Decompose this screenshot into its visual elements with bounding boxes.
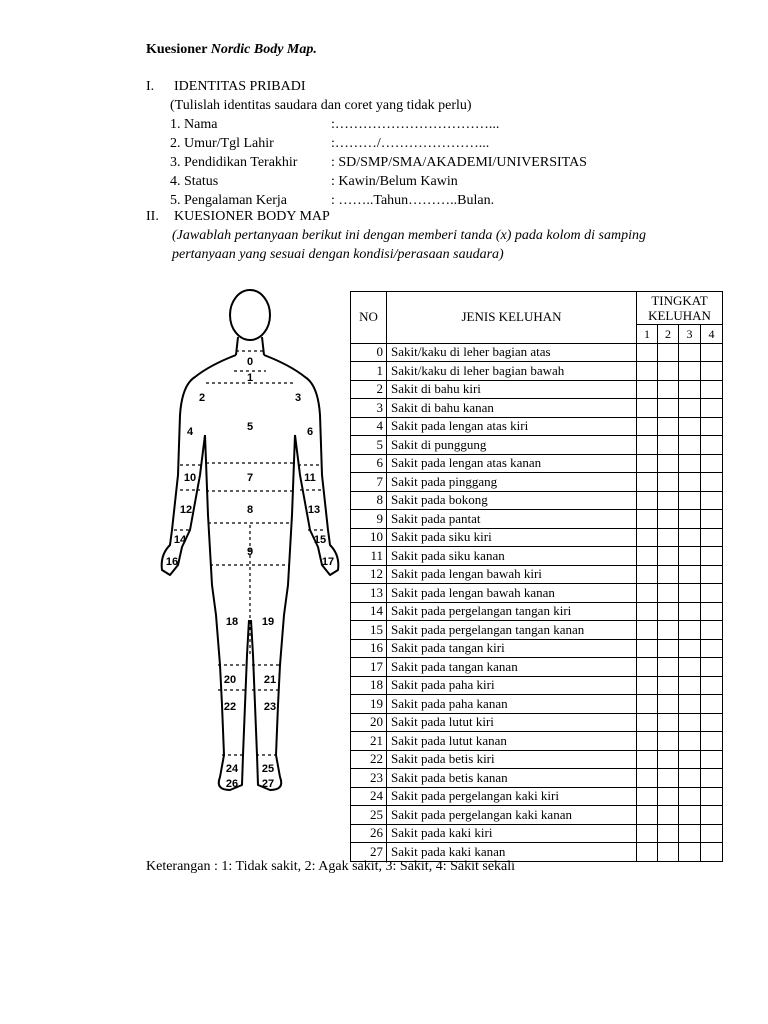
row-number: 8	[351, 491, 387, 510]
region-label-7: 7	[246, 472, 254, 484]
region-label-6: 6	[306, 426, 314, 438]
table-row	[351, 787, 723, 806]
row-keluhan: Sakit pada lengan bawah kiri	[387, 565, 637, 584]
row-keluhan: Sakit/kaku di leher bagian bawah	[387, 362, 637, 381]
level-1-checkbox[interactable]	[637, 713, 658, 732]
level-4-checkbox[interactable]	[701, 547, 723, 566]
level-3-checkbox[interactable]	[679, 602, 701, 621]
row-number: 27	[351, 843, 387, 862]
body-map-figure	[150, 285, 350, 805]
level-4-checkbox[interactable]	[701, 510, 723, 529]
level-1-checkbox[interactable]	[637, 843, 658, 862]
level-4-checkbox[interactable]	[701, 769, 723, 788]
level-1-checkbox[interactable]	[637, 380, 658, 399]
section-1-number: I.	[146, 79, 155, 94]
level-1-checkbox[interactable]	[637, 750, 658, 769]
table-row	[351, 473, 723, 492]
table-body	[351, 343, 723, 861]
row-number: 5	[351, 436, 387, 455]
region-label-22: 22	[223, 701, 237, 713]
level-2-checkbox[interactable]	[658, 528, 679, 547]
level-1-checkbox[interactable]	[637, 621, 658, 640]
level-4-checkbox[interactable]	[701, 436, 723, 455]
region-label-27: 27	[261, 778, 275, 790]
row-keluhan: Sakit pada siku kanan	[387, 547, 637, 566]
row-number: 19	[351, 695, 387, 714]
title-bold: Kuesioner	[146, 42, 208, 57]
level-2-checkbox[interactable]	[658, 417, 679, 436]
row-number: 16	[351, 639, 387, 658]
head-outline	[230, 290, 270, 340]
row-number: 11	[351, 547, 387, 566]
table-row	[351, 806, 723, 825]
level-2-checkbox[interactable]	[658, 769, 679, 788]
level-3-checkbox[interactable]	[679, 454, 701, 473]
field-value-pengalaman[interactable]: : ……..Tahun………..Bulan.	[331, 193, 495, 208]
field-value-status[interactable]: : Kawin/Belum Kawin	[331, 174, 458, 189]
level-1-checkbox[interactable]	[637, 658, 658, 677]
level-1-checkbox[interactable]	[637, 806, 658, 825]
row-keluhan: Sakit pada bokong	[387, 491, 637, 510]
row-keluhan: Sakit pada betis kiri	[387, 750, 637, 769]
level-3-checkbox[interactable]	[679, 528, 701, 547]
level-4-checkbox[interactable]	[701, 787, 723, 806]
level-2-checkbox[interactable]	[658, 695, 679, 714]
level-1-checkbox[interactable]	[637, 565, 658, 584]
row-keluhan: Sakit pada kaki kanan	[387, 843, 637, 862]
level-2-checkbox[interactable]	[658, 510, 679, 529]
row-keluhan: Sakit pada paha kanan	[387, 695, 637, 714]
level-4-checkbox[interactable]	[701, 750, 723, 769]
row-number: 17	[351, 658, 387, 677]
region-label-4: 4	[186, 426, 194, 438]
level-3-checkbox[interactable]	[679, 343, 701, 362]
table-row	[351, 713, 723, 732]
level-3-checkbox[interactable]	[679, 399, 701, 418]
header-level-2: 2	[658, 325, 679, 344]
header-jenis-keluhan: JENIS KELUHAN	[387, 292, 637, 344]
level-4-checkbox[interactable]	[701, 695, 723, 714]
level-4-checkbox[interactable]	[701, 713, 723, 732]
level-2-checkbox[interactable]	[658, 565, 679, 584]
region-label-17: 17	[321, 556, 335, 568]
level-4-checkbox[interactable]	[701, 565, 723, 584]
level-3-checkbox[interactable]	[679, 695, 701, 714]
section-2-heading	[146, 209, 330, 225]
level-1-checkbox[interactable]	[637, 491, 658, 510]
row-number: 3	[351, 399, 387, 418]
level-4-checkbox[interactable]	[701, 806, 723, 825]
table-row	[351, 399, 723, 418]
region-label-13: 13	[307, 504, 321, 516]
table-row	[351, 454, 723, 473]
field-value-pendidikan[interactable]: : SD/SMP/SMA/AKADEMI/UNIVERSITAS	[331, 155, 587, 170]
row-number: 25	[351, 806, 387, 825]
row-keluhan: Sakit pada lutut kiri	[387, 713, 637, 732]
row-number: 13	[351, 584, 387, 603]
level-3-checkbox[interactable]	[679, 362, 701, 381]
row-number: 12	[351, 565, 387, 584]
region-label-8: 8	[246, 504, 254, 516]
level-2-checkbox[interactable]	[658, 547, 679, 566]
row-keluhan: Sakit pada lengan atas kanan	[387, 454, 637, 473]
level-2-checkbox[interactable]	[658, 843, 679, 862]
field-value-umur[interactable]: :………/…………………...	[331, 136, 490, 151]
region-label-12: 12	[179, 504, 193, 516]
level-1-checkbox[interactable]	[637, 732, 658, 751]
level-3-checkbox[interactable]	[679, 732, 701, 751]
level-4-checkbox[interactable]	[701, 473, 723, 492]
level-4-checkbox[interactable]	[701, 621, 723, 640]
table-row	[351, 417, 723, 436]
header-level-1: 1	[637, 325, 658, 344]
level-1-checkbox[interactable]	[637, 639, 658, 658]
legs-outline	[205, 435, 295, 790]
level-2-checkbox[interactable]	[658, 621, 679, 640]
row-keluhan: Sakit pada lutut kanan	[387, 732, 637, 751]
level-2-checkbox[interactable]	[658, 787, 679, 806]
row-number: 22	[351, 750, 387, 769]
row-keluhan: Sakit pada pergelangan tangan kiri	[387, 602, 637, 621]
level-1-checkbox[interactable]	[637, 436, 658, 455]
region-label-9: 9	[246, 546, 254, 558]
table-row	[351, 436, 723, 455]
level-3-checkbox[interactable]	[679, 436, 701, 455]
header-no: NO	[351, 292, 387, 344]
row-keluhan: Sakit pada tangan kanan	[387, 658, 637, 677]
table-row	[351, 343, 723, 362]
row-number: 0	[351, 343, 387, 362]
level-3-checkbox[interactable]	[679, 510, 701, 529]
region-label-10: 10	[183, 472, 197, 484]
row-number: 23	[351, 769, 387, 788]
row-keluhan: Sakit di bahu kiri	[387, 380, 637, 399]
level-1-checkbox[interactable]	[637, 602, 658, 621]
level-2-checkbox[interactable]	[658, 732, 679, 751]
row-keluhan: Sakit di punggung	[387, 436, 637, 455]
keluhan-table	[350, 291, 723, 862]
level-1-checkbox[interactable]	[637, 528, 658, 547]
level-2-checkbox[interactable]	[658, 491, 679, 510]
level-1-checkbox[interactable]	[637, 584, 658, 603]
level-4-checkbox[interactable]	[701, 343, 723, 362]
row-number: 2	[351, 380, 387, 399]
region-label-24: 24	[225, 763, 239, 775]
level-2-checkbox[interactable]	[658, 343, 679, 362]
table-row	[351, 732, 723, 751]
region-label-16: 16	[165, 556, 179, 568]
level-2-checkbox[interactable]	[658, 399, 679, 418]
header-tingkat-line-2: KELUHAN	[648, 308, 711, 323]
level-3-checkbox[interactable]	[679, 584, 701, 603]
table-row	[351, 824, 723, 843]
row-number: 7	[351, 473, 387, 492]
row-number: 4	[351, 417, 387, 436]
level-4-checkbox[interactable]	[701, 491, 723, 510]
level-3-checkbox[interactable]	[679, 713, 701, 732]
level-4-checkbox[interactable]	[701, 824, 723, 843]
row-keluhan: Sakit pada paha kiri	[387, 676, 637, 695]
row-keluhan: Sakit pada kaki kiri	[387, 824, 637, 843]
level-3-checkbox[interactable]	[679, 676, 701, 695]
header-level-4: 4	[701, 325, 723, 344]
level-1-checkbox[interactable]	[637, 454, 658, 473]
level-4-checkbox[interactable]	[701, 676, 723, 695]
level-4-checkbox[interactable]	[701, 528, 723, 547]
row-number: 26	[351, 824, 387, 843]
level-3-checkbox[interactable]	[679, 658, 701, 677]
region-label-15: 15	[313, 534, 327, 546]
level-4-checkbox[interactable]	[701, 639, 723, 658]
region-label-25: 25	[261, 763, 275, 775]
level-3-checkbox[interactable]	[679, 639, 701, 658]
level-2-checkbox[interactable]	[658, 584, 679, 603]
field-label-status: 4. Status	[170, 174, 219, 189]
row-number: 6	[351, 454, 387, 473]
row-keluhan: Sakit di bahu kanan	[387, 399, 637, 418]
row-number: 15	[351, 621, 387, 640]
level-2-checkbox[interactable]	[658, 750, 679, 769]
legend: Keterangan : 1: Tidak sakit, 2: Agak sakit, 3: Sakit, 4: Sakit sekali	[146, 859, 516, 874]
row-number: 24	[351, 787, 387, 806]
row-keluhan: Sakit pada lengan atas kiri	[387, 417, 637, 436]
table-row	[351, 769, 723, 788]
table-row	[351, 510, 723, 529]
region-label-18: 18	[225, 616, 239, 628]
level-2-checkbox[interactable]	[658, 806, 679, 825]
row-number: 1	[351, 362, 387, 381]
table-row	[351, 362, 723, 381]
section-1-heading	[146, 79, 305, 95]
table-row	[351, 639, 723, 658]
level-4-checkbox[interactable]	[701, 362, 723, 381]
table-row	[351, 547, 723, 566]
table-row	[351, 584, 723, 603]
field-label-nama: 1. Nama	[170, 117, 218, 132]
region-label-1: 1	[246, 372, 254, 384]
level-4-checkbox[interactable]	[701, 454, 723, 473]
row-keluhan: Sakit pada pergelangan kaki kiri	[387, 787, 637, 806]
row-keluhan: Sakit pada siku kiri	[387, 528, 637, 547]
section-1-instruction: (Tulislah identitas saudara dan coret yang tidak perlu)	[170, 98, 472, 113]
section-2-number: II.	[146, 209, 159, 224]
level-3-checkbox[interactable]	[679, 547, 701, 566]
level-2-checkbox[interactable]	[658, 454, 679, 473]
row-number: 10	[351, 528, 387, 547]
level-4-checkbox[interactable]	[701, 584, 723, 603]
row-number: 18	[351, 676, 387, 695]
level-2-checkbox[interactable]	[658, 362, 679, 381]
level-2-checkbox[interactable]	[658, 658, 679, 677]
level-4-checkbox[interactable]	[701, 658, 723, 677]
level-2-checkbox[interactable]	[658, 473, 679, 492]
table-row	[351, 695, 723, 714]
region-label-20: 20	[223, 674, 237, 686]
region-label-19: 19	[261, 616, 275, 628]
region-label-14: 14	[173, 534, 187, 546]
field-label-pengalaman: 5. Pengalaman Kerja	[170, 193, 288, 208]
level-3-checkbox[interactable]	[679, 417, 701, 436]
row-number: 9	[351, 510, 387, 529]
table-row	[351, 565, 723, 584]
row-keluhan: Sakit pada betis kanan	[387, 769, 637, 788]
level-2-checkbox[interactable]	[658, 824, 679, 843]
header-tingkat-line-1: TINGKAT	[651, 293, 708, 308]
region-label-5: 5	[246, 421, 254, 433]
region-label-11: 11	[304, 472, 316, 484]
level-3-checkbox[interactable]	[679, 750, 701, 769]
level-3-checkbox[interactable]	[679, 380, 701, 399]
level-2-checkbox[interactable]	[658, 676, 679, 695]
region-label-0: 0	[246, 356, 254, 368]
region-label-21: 21	[263, 674, 277, 686]
section-2-instruction-line-1: (Jawablah pertanyaan berikut ini dengan memberi tanda (x) pada kolom di samping	[172, 228, 646, 243]
level-3-checkbox[interactable]	[679, 769, 701, 788]
level-1-checkbox[interactable]	[637, 417, 658, 436]
level-2-checkbox[interactable]	[658, 713, 679, 732]
field-label-umur: 2. Umur/Tgl Lahir	[170, 136, 274, 151]
row-keluhan: Sakit pada lengan bawah kanan	[387, 584, 637, 603]
row-keluhan: Sakit/kaku di leher bagian atas	[387, 343, 637, 362]
level-1-checkbox[interactable]	[637, 399, 658, 418]
level-4-checkbox[interactable]	[701, 380, 723, 399]
table-row	[351, 676, 723, 695]
section-2-title: KUESIONER BODY MAP	[174, 209, 330, 224]
level-3-checkbox[interactable]	[679, 473, 701, 492]
level-1-checkbox[interactable]	[637, 695, 658, 714]
level-1-checkbox[interactable]	[637, 547, 658, 566]
level-1-checkbox[interactable]	[637, 343, 658, 362]
document-title	[146, 42, 317, 58]
header-level-3: 3	[679, 325, 701, 344]
level-1-checkbox[interactable]	[637, 362, 658, 381]
row-keluhan: Sakit pada tangan kiri	[387, 639, 637, 658]
level-3-checkbox[interactable]	[679, 843, 701, 862]
table-row	[351, 658, 723, 677]
level-3-checkbox[interactable]	[679, 565, 701, 584]
row-number: 14	[351, 602, 387, 621]
level-3-checkbox[interactable]	[679, 621, 701, 640]
table-row	[351, 621, 723, 640]
row-keluhan: Sakit pada pinggang	[387, 473, 637, 492]
row-keluhan: Sakit pada pantat	[387, 510, 637, 529]
level-1-checkbox[interactable]	[637, 787, 658, 806]
level-1-checkbox[interactable]	[637, 473, 658, 492]
row-keluhan: Sakit pada pergelangan tangan kanan	[387, 621, 637, 640]
section-2-instruction-line-2: pertanyaan yang sesuai dengan kondisi/perasaan saudara)	[172, 247, 504, 262]
level-2-checkbox[interactable]	[658, 436, 679, 455]
level-2-checkbox[interactable]	[658, 639, 679, 658]
region-label-26: 26	[225, 778, 239, 790]
region-label-2: 2	[198, 392, 206, 404]
level-4-checkbox[interactable]	[701, 732, 723, 751]
table-row	[351, 528, 723, 547]
level-4-checkbox[interactable]	[701, 417, 723, 436]
level-4-checkbox[interactable]	[701, 843, 723, 862]
header-tingkat-keluhan	[637, 292, 723, 325]
table-row	[351, 750, 723, 769]
level-1-checkbox[interactable]	[637, 769, 658, 788]
region-label-3: 3	[294, 392, 302, 404]
level-2-checkbox[interactable]	[658, 380, 679, 399]
field-value-nama[interactable]: :……………………………...	[331, 117, 500, 132]
row-keluhan: Sakit pada pergelangan kaki kanan	[387, 806, 637, 825]
level-1-checkbox[interactable]	[637, 510, 658, 529]
table-row	[351, 602, 723, 621]
level-3-checkbox[interactable]	[679, 824, 701, 843]
level-4-checkbox[interactable]	[701, 399, 723, 418]
level-3-checkbox[interactable]	[679, 491, 701, 510]
level-1-checkbox[interactable]	[637, 824, 658, 843]
row-number: 20	[351, 713, 387, 732]
field-label-pendidikan: 3. Pendidikan Terakhir	[170, 155, 298, 170]
level-1-checkbox[interactable]	[637, 676, 658, 695]
row-number: 21	[351, 732, 387, 751]
level-4-checkbox[interactable]	[701, 602, 723, 621]
title-italic: Nordic Body Map.	[210, 42, 317, 57]
level-3-checkbox[interactable]	[679, 787, 701, 806]
table-row	[351, 380, 723, 399]
section-1-title: IDENTITAS PRIBADI	[174, 79, 306, 94]
level-2-checkbox[interactable]	[658, 602, 679, 621]
level-3-checkbox[interactable]	[679, 806, 701, 825]
table-row	[351, 491, 723, 510]
region-label-23: 23	[263, 701, 277, 713]
